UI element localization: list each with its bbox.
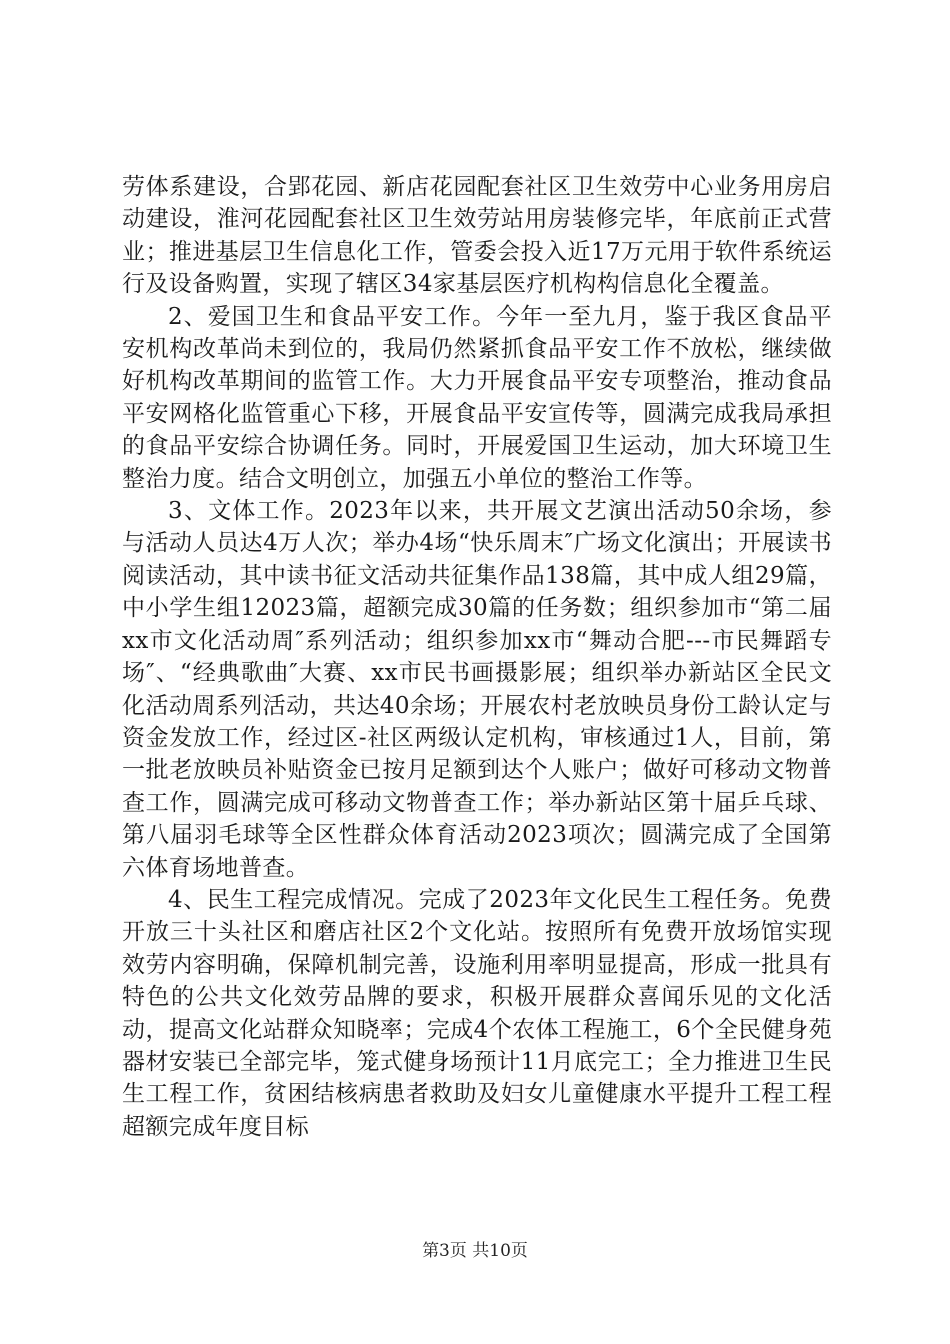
page-number-footer: 第3页 共10页 — [422, 1241, 528, 1261]
paragraph-continuation: 劳体系建设，合郢花园、新店花园配套社区卫生效劳中心业务用房启动建设，淮河花园配套社区卫生效劳站用房装修完毕，年底前正式营业；推进基层卫生信息化工作，管委会投入近17万元用于软件系统运行及设备购置，实现了辖区34家基层医疗机构构信息化全覆盖。 — [122, 174, 832, 298]
paragraph-patriotic-health-food-safety: 2、爱国卫生和食品平安工作。今年一至九月，鉴于我区食品平安机构改革尚未到位的，我局仍然紧抓食品平安工作不放松，继续做好机构改革期间的监管工作。大力开展食品平安专项整治，推动食品平安网格化监管重心下移，开展食品平安宣传等，圆满完成我局承担的食品平安综合协调任务。同时，开展爱国卫生运动，加大环境卫生整治力度。结合文明创立，加强五小单位的整治工作等。 — [122, 303, 832, 492]
document-body — [122, 171, 832, 1143]
paragraph-culture-sports: 3、文体工作。2023年以来，共开展文艺演出活动50余场，参与活动人员达4万人次；举办4场“快乐周末″广场文化演出；开展读书阅读活动，其中读书征文活动共征集作品138篇，其中成人组29篇，中小学生组12023篇，超额完成30篇的任务数；组织参加市“第二届xx市文化活动周″系列活动；组织参加xx市“舞动合肥---市民舞蹈专场″、“经典歌曲″大赛、xx市民书画摄影展；组织举办新站区全民文化活动周系列活动，共达40余场；开展农村老放映员身份工龄认定与资金发放工作，经过区-社区两级认定机构，审核通过1人，目前，第一批老放映员补贴资金已按月足额到达个人账户；做好可移动文物普查工作，圆满完成可移动文物普查工作；举办新站区第十届乒乓球、第八届羽毛球等全区性群众体育活动2023项次；圆满完成了全国第六体育场地普查。 — [122, 498, 832, 881]
paragraph-livelihood-projects: 4、民生工程完成情况。完成了2023年文化民生工程任务。免费开放三十头社区和磨店社区2个文化站。按照所有免费开放场馆实现效劳内容明确，保障机制完善，设施利用率明显提高，形成一批具有特色的公共文化效劳品牌的要求，积极开展群众喜闻乐见的文化活动，提高文化站群众知晓率；完成4个农体工程施工，6个全民健身苑器材安装已全部完毕，笼式健身场预计11月底完工；全力推进卫生民生工程工作，贫困结核病患者救助及妇女儿童健康水平提升工程工程超额完成年度目标 — [122, 886, 832, 1140]
